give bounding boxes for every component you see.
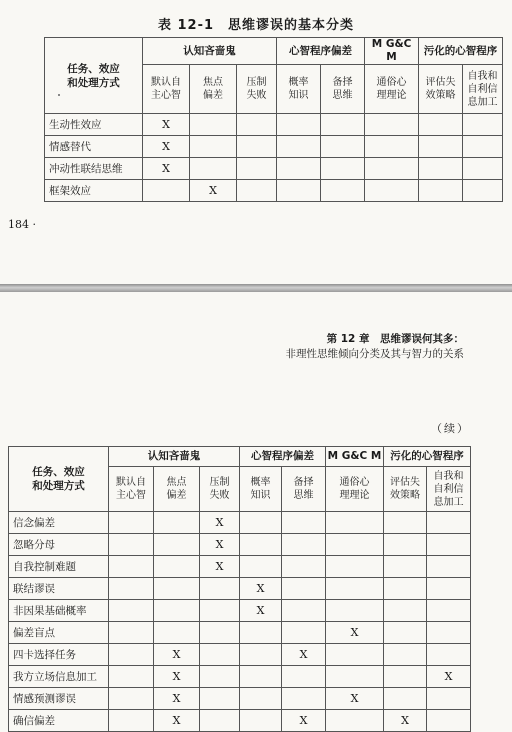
mark-cell xyxy=(143,180,190,202)
mark-cell: X xyxy=(326,622,384,644)
mark-cell: X xyxy=(190,180,237,202)
mark-cell xyxy=(326,578,384,600)
mark-cell xyxy=(282,688,326,710)
mark-cell xyxy=(154,600,200,622)
row-name: 非因果基础概率 xyxy=(9,600,109,622)
mark-cell xyxy=(109,600,154,622)
mark-cell xyxy=(427,578,471,600)
mark-cell xyxy=(282,600,326,622)
subcolumn-header: 评估失 效策略 xyxy=(384,467,427,512)
group-header: 认知吝啬鬼 xyxy=(143,38,277,65)
row-name: 确信偏差 xyxy=(9,710,109,732)
subcolumn-header: 默认自 主心智 xyxy=(143,65,190,114)
mark-cell xyxy=(419,158,463,180)
row-name: 框架效应 xyxy=(45,180,143,202)
mark-cell xyxy=(240,512,282,534)
mark-cell xyxy=(427,710,471,732)
subcolumn-header: 通俗心 理理论 xyxy=(326,467,384,512)
mark-cell xyxy=(277,136,321,158)
mark-cell xyxy=(237,136,277,158)
mark-cell xyxy=(154,556,200,578)
mark-cell: X xyxy=(240,600,282,622)
table-row xyxy=(9,578,471,600)
mark-cell xyxy=(427,512,471,534)
row-name: 信念偏差 xyxy=(9,512,109,534)
group-header: M G&C M xyxy=(365,38,419,65)
row-name: 生动性效应 xyxy=(45,114,143,136)
mark-cell xyxy=(240,622,282,644)
subcolumn-header: 概率 知识 xyxy=(240,467,282,512)
table-row xyxy=(9,556,471,578)
mark-cell xyxy=(365,180,419,202)
mark-cell xyxy=(321,158,365,180)
row-name: 偏差盲点 xyxy=(9,622,109,644)
mark-cell: X xyxy=(143,158,190,180)
group-header: 污化的心智程序 xyxy=(419,38,503,65)
mark-cell: X xyxy=(282,710,326,732)
mark-cell xyxy=(109,512,154,534)
mark-cell xyxy=(365,114,419,136)
mark-cell xyxy=(200,600,240,622)
mark-cell xyxy=(154,512,200,534)
mark-cell xyxy=(427,534,471,556)
page-number: 184 · xyxy=(8,218,36,231)
table-row xyxy=(9,512,471,534)
subcolumn-header: 备择 思维 xyxy=(282,467,326,512)
mark-cell xyxy=(463,114,503,136)
mark-cell xyxy=(321,136,365,158)
mark-cell xyxy=(384,644,427,666)
group-header: 污化的心智程序 xyxy=(384,447,471,467)
top-table xyxy=(44,37,503,202)
mark-cell xyxy=(240,534,282,556)
mark-cell xyxy=(326,512,384,534)
row-name: 情感预测谬误 xyxy=(9,688,109,710)
mark-cell xyxy=(109,666,154,688)
mark-cell xyxy=(240,710,282,732)
mark-cell xyxy=(384,600,427,622)
table-row xyxy=(9,666,471,688)
mark-cell xyxy=(427,556,471,578)
mark-cell xyxy=(190,136,237,158)
mark-cell xyxy=(427,622,471,644)
mark-cell xyxy=(109,688,154,710)
mark-cell xyxy=(326,666,384,688)
mark-cell xyxy=(384,512,427,534)
table-row xyxy=(9,688,471,710)
mark-cell xyxy=(384,578,427,600)
bottom-table xyxy=(8,446,471,732)
table-row xyxy=(45,136,503,158)
mark-cell xyxy=(321,180,365,202)
mark-cell xyxy=(109,556,154,578)
subcolumn-header: 备择 思维 xyxy=(321,65,365,114)
mark-cell: X xyxy=(427,666,471,688)
mark-cell xyxy=(237,114,277,136)
subcolumn-header: 通俗心 理理论 xyxy=(365,65,419,114)
mark-cell: X xyxy=(384,710,427,732)
mark-cell: X xyxy=(282,644,326,666)
mark-cell xyxy=(200,710,240,732)
mark-cell xyxy=(240,666,282,688)
group-header: M G&C M xyxy=(326,447,384,467)
mark-cell xyxy=(419,114,463,136)
table-row xyxy=(9,644,471,666)
table-row xyxy=(45,180,503,202)
mark-cell xyxy=(200,644,240,666)
continued-label: （续） xyxy=(431,422,470,435)
mark-cell xyxy=(109,622,154,644)
mark-cell xyxy=(282,666,326,688)
bottom-page xyxy=(0,292,512,732)
subcolumn-header: 焦点 偏差 xyxy=(154,467,200,512)
mark-cell: X xyxy=(143,136,190,158)
subcolumn-header: 自我和 自利信 息加工 xyxy=(463,65,503,114)
mark-cell: X xyxy=(154,666,200,688)
row-name: 忽略分母 xyxy=(9,534,109,556)
mark-cell: X xyxy=(154,644,200,666)
mark-cell xyxy=(200,622,240,644)
row-name: 自我控制难题 xyxy=(9,556,109,578)
mark-cell xyxy=(384,556,427,578)
table-row xyxy=(9,710,471,732)
mark-cell xyxy=(427,600,471,622)
subcolumn-header: 压制 失败 xyxy=(200,467,240,512)
row-name: 我方立场信息加工 xyxy=(9,666,109,688)
mark-cell: X xyxy=(326,688,384,710)
mark-cell xyxy=(237,158,277,180)
subcolumn-header: 概率 知识 xyxy=(277,65,321,114)
mark-cell xyxy=(419,180,463,202)
mark-cell xyxy=(282,556,326,578)
mark-cell: X xyxy=(154,688,200,710)
mark-cell xyxy=(109,534,154,556)
mark-cell xyxy=(384,688,427,710)
mark-cell xyxy=(282,622,326,644)
mark-cell xyxy=(427,644,471,666)
mark-cell xyxy=(326,600,384,622)
mark-cell: X xyxy=(200,534,240,556)
mark-cell xyxy=(365,158,419,180)
table-row xyxy=(45,114,503,136)
subcolumn-header: 焦点 偏差 xyxy=(190,65,237,114)
mark-cell xyxy=(365,136,419,158)
mark-cell xyxy=(419,136,463,158)
mark-cell xyxy=(282,578,326,600)
group-header: 心智程序偏差 xyxy=(277,38,365,65)
mark-cell xyxy=(326,710,384,732)
subcolumn-header: 压制 失败 xyxy=(237,65,277,114)
page-divider xyxy=(0,284,512,292)
mark-cell xyxy=(321,114,365,136)
table-row xyxy=(9,534,471,556)
mark-cell xyxy=(384,622,427,644)
mark-cell xyxy=(384,534,427,556)
row-name: 联结谬误 xyxy=(9,578,109,600)
chapter-title: 第 12 章 思维谬误何其多： xyxy=(326,333,464,345)
table-row xyxy=(45,158,503,180)
mark-cell xyxy=(277,158,321,180)
mark-cell xyxy=(109,710,154,732)
mark-cell xyxy=(109,644,154,666)
table-title: 表 12-1 思维谬误的基本分类 xyxy=(157,18,355,33)
mark-cell: X xyxy=(143,114,190,136)
subcolumn-header: 评估失 效策略 xyxy=(419,65,463,114)
row-name: 冲动性联结思维 xyxy=(45,158,143,180)
mark-cell xyxy=(190,114,237,136)
subcolumn-header: 默认自 主心智 xyxy=(109,467,154,512)
row-name: 情感替代 xyxy=(45,136,143,158)
mark-cell xyxy=(240,644,282,666)
mark-cell xyxy=(237,180,277,202)
subcolumn-header: 自我和 自利信 息加工 xyxy=(427,467,471,512)
mark-cell xyxy=(384,666,427,688)
row-name: 四卡选择任务 xyxy=(9,644,109,666)
group-header: 认知吝啬鬼 xyxy=(109,447,240,467)
mark-cell xyxy=(200,578,240,600)
mark-cell xyxy=(240,688,282,710)
mark-cell xyxy=(326,556,384,578)
mark-cell: X xyxy=(154,710,200,732)
mark-cell xyxy=(240,556,282,578)
chapter-subtitle: 非理性思维倾向分类及其与智力的关系 xyxy=(285,348,464,360)
row-header-label: 任务、效应 和处理方式 xyxy=(45,38,143,114)
mark-cell xyxy=(427,688,471,710)
stray-mark xyxy=(58,94,60,96)
mark-cell xyxy=(200,666,240,688)
mark-cell xyxy=(154,578,200,600)
mark-cell: X xyxy=(200,512,240,534)
mark-cell xyxy=(463,136,503,158)
table-row xyxy=(9,600,471,622)
mark-cell xyxy=(326,534,384,556)
mark-cell: X xyxy=(200,556,240,578)
mark-cell xyxy=(277,114,321,136)
mark-cell xyxy=(109,578,154,600)
mark-cell xyxy=(282,512,326,534)
mark-cell xyxy=(277,180,321,202)
mark-cell xyxy=(326,644,384,666)
group-header: 心智程序偏差 xyxy=(240,447,326,467)
mark-cell xyxy=(282,534,326,556)
mark-cell xyxy=(463,180,503,202)
table-row xyxy=(9,622,471,644)
top-page xyxy=(0,0,512,284)
mark-cell xyxy=(190,158,237,180)
mark-cell xyxy=(200,688,240,710)
chapter-heading xyxy=(286,332,465,362)
mark-cell xyxy=(154,534,200,556)
mark-cell xyxy=(154,622,200,644)
mark-cell xyxy=(463,158,503,180)
row-header-label: 任务、效应 和处理方式 xyxy=(9,447,109,512)
mark-cell: X xyxy=(240,578,282,600)
